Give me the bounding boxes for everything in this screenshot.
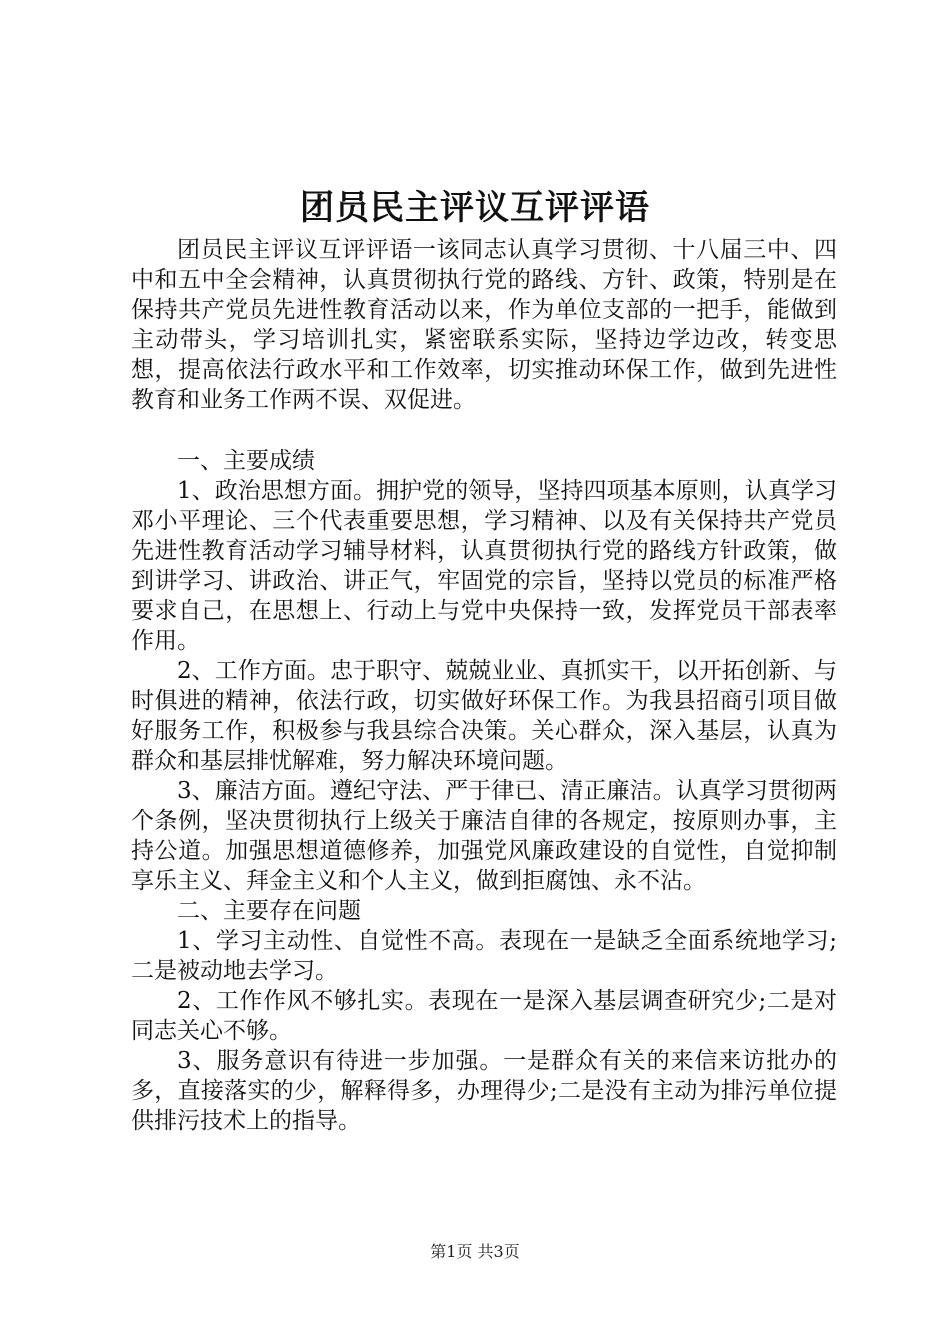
- page-number-footer: 第1页 共3页: [430, 1242, 520, 1261]
- problem-service-paragraph: 3、服务意识有待进一步加强。一是群众有关的来信来访批办的多，直接落实的少，解释得多，办理得少;二是没有主动为排污单位提供排污技术上的指导。: [131, 1048, 837, 1134]
- section-heading-achievements: 一、主要成绩: [177, 448, 315, 474]
- problem-study-paragraph: 1、学习主动性、自觉性不高。表现在一是缺乏全面系统地学习;二是被动地去学习。: [131, 928, 837, 984]
- achievement-work-paragraph: 2、工作方面。忠于职守、兢兢业业、真抓实干，以开拓创新、与时俱进的精神，依法行政，切实做好环保工作。为我县招商引项目做好服务工作，积极参与我县综合决策。关心群众，深入基层，认真为群众和基层排忧解难，努力解决环境问题。: [131, 658, 837, 774]
- intro-paragraph: 团员民主评议互评评语一该同志认真学习贯彻、十八届三中、四中和五中全会精神，认真贯彻执行党的路线、方针、政策，特别是在保持共产党员先进性教育活动以来，作为单位支部的一把手，能做到主动带头，学习培训扎实，紧密联系实际，坚持边学边改，转变思想，提高依法行政水平和工作效率，切实推动环保工作，做到先进性教育和业务工作两不误、双促进。: [131, 237, 837, 413]
- section-heading-problems: 二、主要存在问题: [177, 898, 361, 924]
- problem-workstyle-paragraph: 2、工作作风不够扎实。表现在一是深入基层调查研究少;二是对同志关心不够。: [131, 988, 837, 1044]
- achievement-integrity-paragraph: 3、廉洁方面。遵纪守法、严于律已、清正廉洁。认真学习贯彻两个条例，坚决贯彻执行上级关于廉洁自律的各规定，按原则办事，主持公道。加强思想道德修养，加强党风廉政建设的自觉性，自觉抑制享乐主义、拜金主义和个人主义，做到拒腐蚀、永不沾。: [131, 778, 837, 894]
- paragraph-spacer: [131, 415, 837, 446]
- achievement-political-paragraph: 1、政治思想方面。拥护党的领导，坚持四项基本原则，认真学习邓小平理论、三个代表重要思想，学习精神、以及有关保持共产党员先进性教育活动学习辅导材料，认真贯彻执行党的路线方针政策，做到讲学习、讲政治、讲正气，牢固党的宗旨，坚持以党员的标准严格要求自己，在思想上、行动上与党中央保持一致，发挥党员干部表率作用。: [131, 478, 837, 654]
- document-title: 团员民主评议互评评语: [300, 188, 650, 228]
- document-body: [131, 235, 837, 1136]
